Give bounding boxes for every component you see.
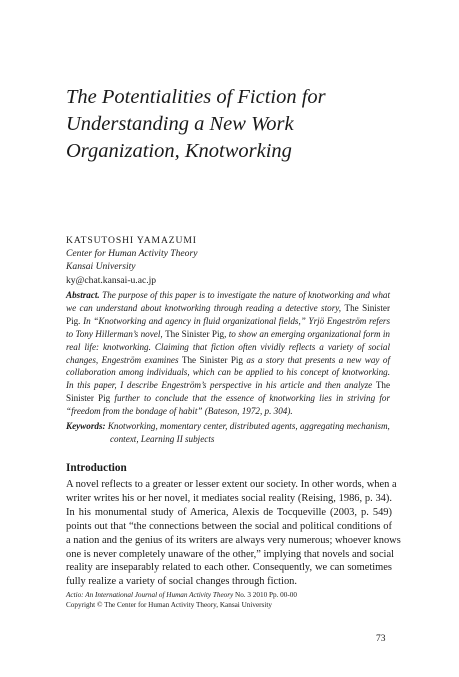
body-line: a nation and the genius of its writers are always very numerous; whoever knows (66, 534, 401, 546)
body-line: points out that “the connections between the social and political conditions of (66, 520, 392, 532)
keywords-text: Knotworking, momentary center, distributed agents, aggregating mechanism, (105, 421, 390, 431)
body-line: A novel reflects to a greater or lesser extent our society. In other words, when a (66, 479, 397, 490)
body-line: reality are inseparably related to each other. Consequently, we can sometimes (66, 562, 392, 574)
author-email: ky@chat.kansai-u.ac.jp (66, 274, 157, 286)
body-paragraph (66, 478, 401, 589)
author-block (66, 234, 197, 287)
title-line: The Potentialities of Fiction for (66, 86, 326, 108)
section-heading: Introduction (66, 462, 127, 474)
body-line: one is never completely unaware of the other,” implying that novels and social (66, 548, 394, 560)
abstract-text: further to conclude that the essence of knotworking lies in striving for “freedom from the bondage of habit” (Bateson, 1972, p. 304). (66, 393, 391, 417)
author-affiliation: Center for Human Activity Theory (66, 248, 198, 260)
abstract (66, 289, 390, 418)
abstract-text: The purpose of this paper is to investigate the nature of knotworking and what we can understand about knotworking through reading a detective story, (66, 290, 390, 313)
abstract-book-title: The Sinister Pig (66, 380, 390, 404)
abstract-label: Abstract. (66, 290, 100, 300)
page-number: 73 (376, 634, 386, 644)
abstract-book-title: The Sinister Pig (165, 328, 225, 339)
author-affiliation: Kansai University (66, 261, 136, 273)
author-name: KATSUTOSHI YAMAZUMI (66, 235, 197, 246)
copyright-line: Copyright © The Center for Human Activity Theory, Kansai University (66, 601, 272, 609)
abstract-text: , to show an emerging organizational form in real life: knotworking. Claiming that fiction often vividly reflects a variety of social changes, Engeström examines (66, 328, 390, 365)
keywords-text: context, Learning II subjects (110, 433, 215, 444)
keywords-label: Keywords: (66, 421, 106, 431)
body-line: writer writes his or her novel, it mediates social reality (Reising, 1986, p. 34). (66, 492, 392, 504)
body-line: In his monumental study of America, Alexis de Tocqueville (2003, p. 549) (66, 506, 392, 518)
title-line: Organization, Knotworking (66, 140, 292, 162)
abstract-book-title: The Sinister Pig (181, 354, 243, 365)
title-line: Understanding a New Work (66, 113, 294, 135)
keywords (66, 420, 390, 446)
paper-title (66, 84, 406, 165)
abstract-text: as a story that presents a new way of collaboration among individuals, which can be applied to his concept of knotworking. In this paper, I describe Engeström’s perspective in his article and then analyze (66, 354, 390, 391)
journal-name: Actio: An International Journal of Human Activity Theory (66, 591, 234, 599)
abstract-text: . In “Knotworking and agency in fluid organizational fields,” Yrjö Engeström refers to Tony Hillerman’s novel, (66, 315, 390, 339)
body-line: fully realize a variety of social changes through fiction. (66, 576, 297, 588)
journal-issue: No. 3 2010 Pp. 00-00 (233, 591, 297, 599)
page-footer (66, 590, 297, 610)
abstract-book-title: The Sinister Pig (66, 302, 390, 326)
